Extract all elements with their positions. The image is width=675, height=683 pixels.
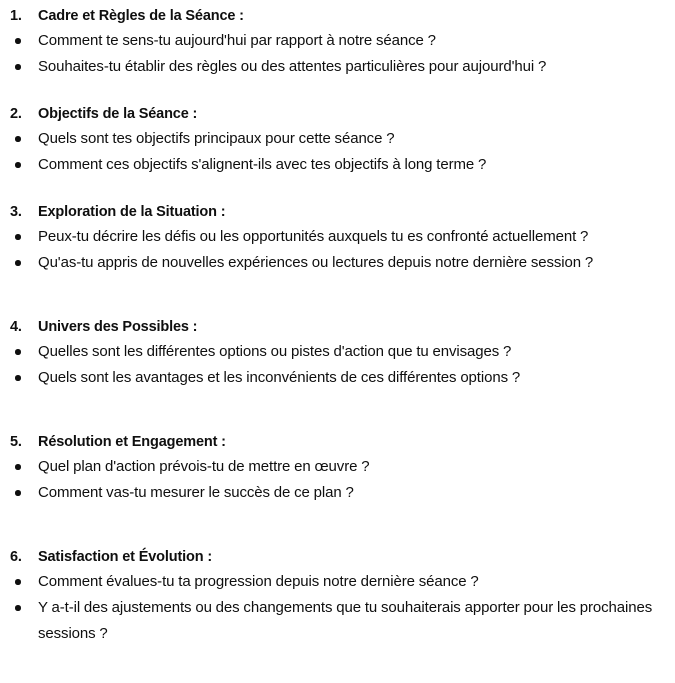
- bullet-icon: [15, 136, 21, 142]
- bullet-icon: [15, 38, 21, 44]
- bullet-icon: [15, 234, 21, 240]
- section-number: 3.: [10, 204, 22, 220]
- section-number: 2.: [10, 106, 22, 122]
- list-item-text: Souhaites-tu établir des règles ou des attentes particulières pour aujourd'hui ?: [38, 58, 547, 75]
- list-item: [2, 126, 673, 152]
- list-item: [2, 250, 673, 276]
- list-item-text: Comment évalues-tu ta progression depuis notre dernière séance ?: [38, 573, 479, 590]
- section-heading: [2, 4, 673, 28]
- list-item-text: Comment te sens-tu aujourd'hui par rapport à notre séance ?: [38, 32, 436, 49]
- bullet-list: [2, 569, 673, 647]
- section-heading-label: Exploration de la Situation :: [38, 204, 226, 220]
- section-heading-label: Univers des Possibles :: [38, 319, 198, 335]
- section-heading: [2, 200, 673, 224]
- list-item-text: Qu'as-tu appris de nouvelles expériences ou lectures depuis notre dernière session ?: [38, 254, 594, 271]
- list-item: [2, 595, 673, 647]
- section-heading-label: Objectifs de la Séance :: [38, 106, 198, 122]
- list-item: [2, 152, 673, 178]
- list-item: [2, 569, 673, 595]
- section-heading: [2, 315, 673, 339]
- list-item-text: Comment vas-tu mesurer le succès de ce plan ?: [38, 484, 354, 501]
- section-heading: [2, 545, 673, 569]
- bullet-icon: [15, 464, 21, 470]
- section-number: 5.: [10, 434, 22, 450]
- section-2: [2, 102, 673, 178]
- bullet-list: [2, 224, 673, 276]
- section-3: [2, 200, 673, 276]
- bullet-list: [2, 454, 673, 506]
- list-item-text: Quels sont les avantages et les inconvénients de ces différentes options ?: [38, 369, 521, 386]
- section-1: [2, 4, 673, 80]
- section-number: 6.: [10, 549, 22, 565]
- bullet-icon: [15, 162, 21, 168]
- section-4: [2, 315, 673, 391]
- bullet-list: [2, 28, 673, 80]
- list-item: [2, 54, 673, 80]
- section-number: 1.: [10, 8, 22, 24]
- section-heading-label: Résolution et Engagement :: [38, 434, 226, 450]
- section-6: [2, 545, 673, 647]
- bullet-icon: [15, 64, 21, 70]
- list-item-text: Peux-tu décrire les défis ou les opportunités auxquels tu es confronté actuellement ?: [38, 228, 589, 245]
- list-item: [2, 365, 673, 391]
- bullet-list: [2, 339, 673, 391]
- list-item: [2, 454, 673, 480]
- list-item-text: Comment ces objectifs s'alignent-ils avec tes objectifs à long terme ?: [38, 156, 487, 173]
- bullet-list: [2, 126, 673, 178]
- list-item-text: Quels sont tes objectifs principaux pour cette séance ?: [38, 130, 395, 147]
- list-item: [2, 480, 673, 506]
- bullet-icon: [15, 260, 21, 266]
- bullet-icon: [15, 605, 21, 611]
- list-item-text: Quelles sont les différentes options ou pistes d'action que tu envisages ?: [38, 343, 512, 360]
- bullet-icon: [15, 375, 21, 381]
- list-item-text: Quel plan d'action prévois-tu de mettre en œuvre ?: [38, 458, 370, 475]
- section-5: [2, 430, 673, 506]
- list-item: [2, 339, 673, 365]
- list-item-text: Y a-t-il des ajustements ou des changements que tu souhaiterais apporter pour les prochaines sessions ?: [38, 599, 653, 642]
- bullet-icon: [15, 349, 21, 355]
- section-heading-label: Cadre et Règles de la Séance :: [38, 8, 244, 24]
- bullet-icon: [15, 579, 21, 585]
- section-heading: [2, 102, 673, 126]
- list-item: [2, 28, 673, 54]
- section-number: 4.: [10, 319, 22, 335]
- section-heading: [2, 430, 673, 454]
- list-item: [2, 224, 673, 250]
- section-heading-label: Satisfaction et Évolution :: [38, 549, 212, 565]
- bullet-icon: [15, 490, 21, 496]
